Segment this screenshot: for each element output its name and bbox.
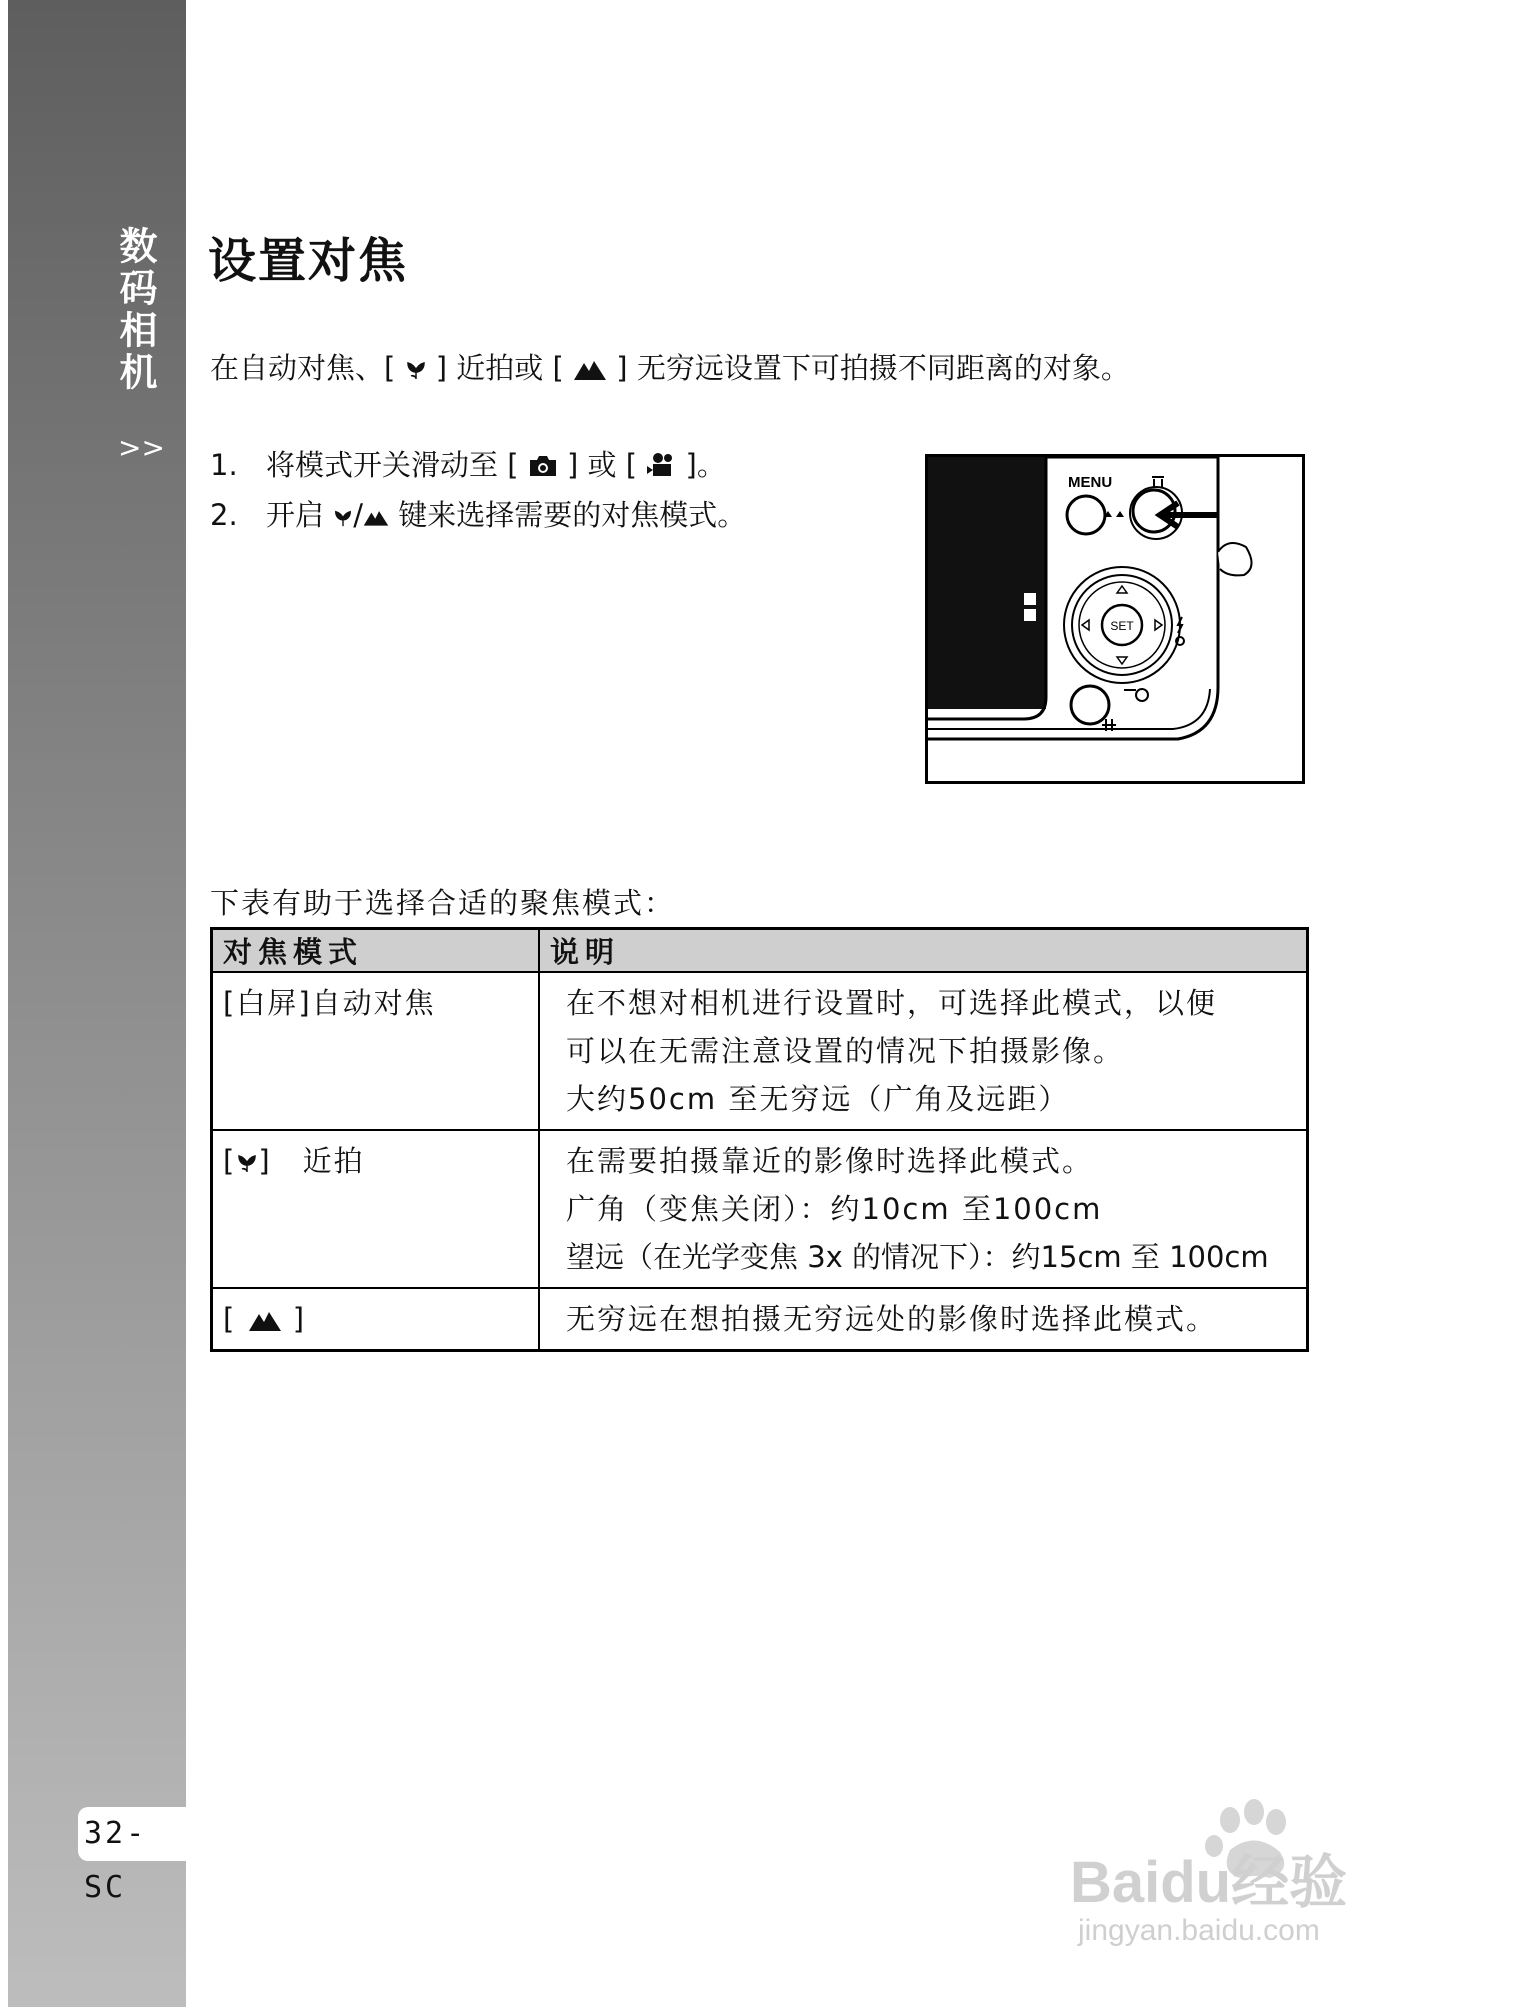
mode-label <box>223 1137 528 1185</box>
step-text: 开启 <box>266 498 334 532</box>
menu-label: MENU <box>1068 474 1113 491</box>
step-number: 1. <box>210 448 238 482</box>
step-item <box>210 440 746 490</box>
step-item <box>210 490 746 540</box>
page-title: 设置对焦 <box>208 233 409 289</box>
intro-text-end: ] 无穷远设置下可拍摄不同距离的对象。 <box>607 351 1130 385</box>
intro-text-mid: ] 近拍或 [ <box>426 351 574 385</box>
step-text: ] 或 [ <box>557 448 647 482</box>
camera-back-illustration <box>925 454 1305 784</box>
description-line: 可以在无需注意设置的情况下拍摄影像。 <box>566 1034 1125 1068</box>
mountain-infinity-icon <box>363 508 389 528</box>
column-header: 说明 <box>539 929 1308 973</box>
description-line: 大约50cm 至无穷远（广角及远距） <box>566 1082 1070 1116</box>
mode-cell <box>212 1130 540 1288</box>
description-cell <box>539 972 1308 1130</box>
watermark-brand: Baidu经验 <box>1070 1850 1348 1915</box>
intro-paragraph <box>210 346 1130 387</box>
description-line: 望远（在光学变焦 3x 的情况下）：约15cm 至 100cm <box>566 1240 1269 1274</box>
mountain-infinity-icon <box>573 359 607 381</box>
macro-flower-icon <box>236 1152 258 1174</box>
display-button <box>1071 686 1109 724</box>
mode-bracket: [ <box>223 1302 248 1336</box>
table-row <box>212 1130 1308 1288</box>
page-number: 32-SC <box>78 1807 188 1861</box>
camera-drawing <box>928 457 1302 781</box>
mode-bracket: ] <box>281 1302 307 1336</box>
step-number: 2. <box>210 498 238 532</box>
video-camera-icon <box>646 452 676 478</box>
description-cell <box>539 1130 1308 1288</box>
description-line: 在需要拍摄靠近的影像时选择此模式。 <box>566 1144 1094 1178</box>
macro-flower-icon <box>405 359 427 381</box>
description-line: 无穷远在想拍摄无穷远处的影像时选择此模式。 <box>566 1302 1218 1336</box>
menu-button <box>1067 496 1105 534</box>
description-line: 广角（变焦关闭）：约10cm 至100cm <box>566 1192 1103 1226</box>
steps-list <box>210 440 746 540</box>
chevron-arrows-icon: >> <box>118 431 165 464</box>
table-row <box>212 1288 1308 1351</box>
mountain-infinity-icon <box>248 1310 282 1332</box>
macro-flower-icon <box>333 508 353 528</box>
mode-label: [白屏]自动对焦 <box>223 986 436 1020</box>
focus-modes-table <box>210 927 1309 1352</box>
step-text: 将模式开关滑动至 [ <box>266 448 528 482</box>
mode-cell <box>212 1288 540 1351</box>
column-header: 对焦模式 <box>212 929 540 973</box>
table-caption: 下表有助于选择合适的聚焦模式： <box>210 886 676 920</box>
description-cell <box>539 1288 1308 1351</box>
step-text: ]。 <box>676 448 726 482</box>
mode-bracket: [ <box>223 1144 237 1178</box>
step-text: 键来选择需要的对焦模式。 <box>389 498 747 532</box>
sidebar-section-title: 数码相机 <box>113 226 157 394</box>
mode-text: ] 近拍 <box>258 1144 365 1178</box>
description-line: 在不想对相机进行设置时，可选择此模式，以便 <box>566 986 1218 1020</box>
baidu-paw-logo <box>1070 1790 1450 1950</box>
watermark-url: jingyan.baidu.com <box>1078 1914 1320 1947</box>
still-camera-icon <box>528 454 558 478</box>
lcd-screen <box>928 457 1046 709</box>
table-header-row <box>212 929 1308 973</box>
baidu-watermark <box>1070 1790 1450 1950</box>
step-slash: / <box>353 498 363 532</box>
intro-text-start: 在自动对焦、[ <box>210 351 405 385</box>
set-label: SET <box>1110 619 1134 633</box>
table-row <box>212 972 1308 1130</box>
mode-label <box>223 1295 528 1343</box>
mode-cell <box>212 972 540 1130</box>
